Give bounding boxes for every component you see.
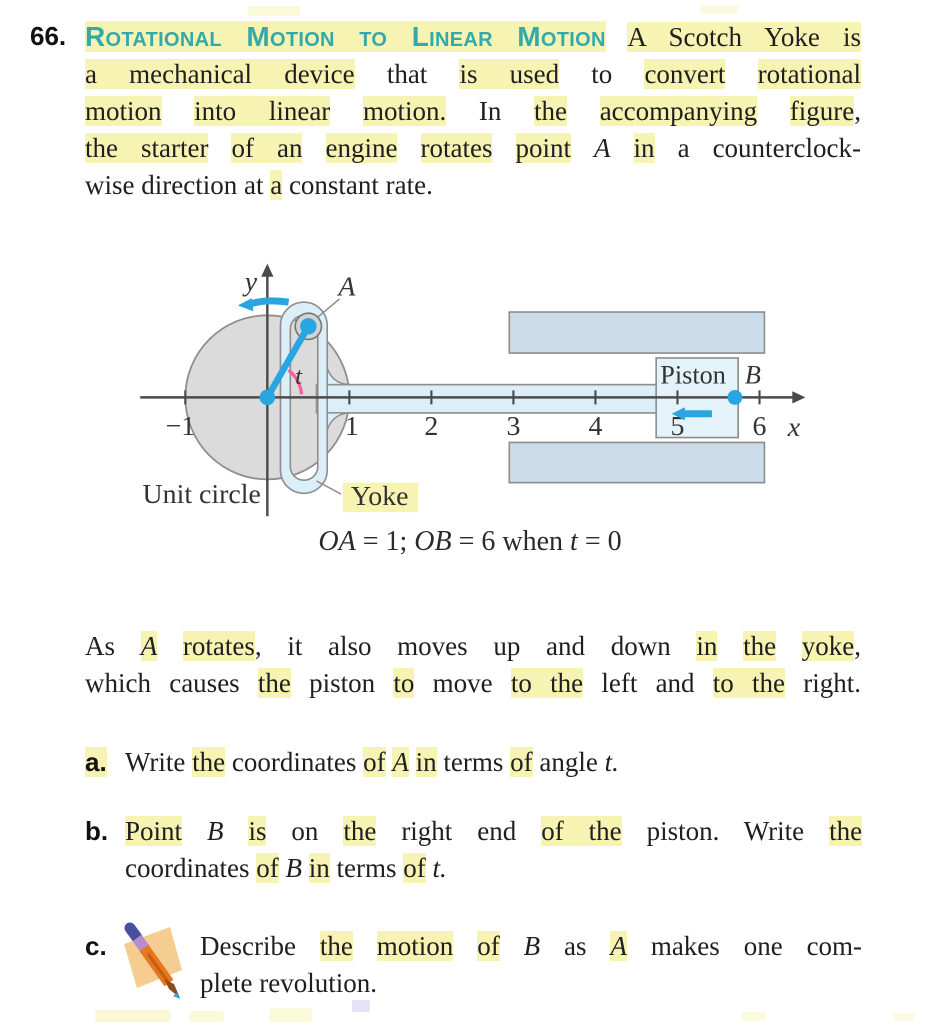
highlighted-word: rotational [757, 59, 862, 89]
highlighted-word: of [403, 853, 426, 883]
word: OB [414, 526, 452, 557]
tick-label [345, 411, 359, 442]
word: on [291, 816, 319, 846]
highlighted-word: the [257, 668, 291, 698]
y-axis-label [242, 267, 258, 298]
highlighted-word: figure [789, 96, 855, 126]
highlighted-word: A Scotch Yoke is [627, 22, 862, 52]
word: coordinates [125, 853, 250, 883]
word: it also moves up and down [287, 631, 671, 661]
word: As [85, 631, 116, 661]
highlighted-word: point [515, 133, 572, 163]
tick-label [753, 411, 767, 442]
highlighted-word: accompanying [599, 96, 758, 126]
part-b-marker: b. [85, 816, 109, 846]
part-c [85, 928, 863, 1002]
highlighted-word: the [829, 816, 863, 846]
word: Write [125, 747, 186, 777]
word: Describe [200, 931, 296, 961]
word: which causes [85, 668, 240, 698]
word: B [523, 931, 541, 961]
tick-label [506, 411, 520, 442]
text-line [85, 56, 861, 93]
highlighted-word: of [510, 747, 533, 777]
word: a counterclock- [677, 133, 861, 163]
highlighted-word: the [319, 931, 353, 961]
highlighted-word: in [633, 133, 655, 163]
problem-title: Rotational Motion to Linear Motion [85, 21, 606, 52]
highlighted-word: in [308, 853, 330, 883]
word: , [854, 631, 862, 661]
tick-label [166, 411, 196, 442]
highlighted-word: motion. [362, 96, 447, 126]
tick-label [588, 411, 602, 442]
word: B [206, 816, 224, 846]
cylinder-wall-bottom [509, 442, 764, 482]
word: t [570, 526, 578, 557]
unit-circle-label [142, 479, 260, 510]
highlighted-word: a mechanical device [85, 59, 355, 89]
word: terms [443, 747, 504, 777]
highlighted-word: A [140, 631, 158, 661]
page-edge-artifact [270, 1008, 312, 1022]
highlighted-word: to [393, 668, 415, 698]
angle-t-label [295, 363, 303, 390]
point-a-dot [300, 318, 316, 334]
word: move [432, 668, 493, 698]
highlighted-word: is used [459, 59, 560, 89]
figure-caption [130, 526, 810, 558]
page-edge-artifact [742, 1012, 766, 1021]
highlighted-word: motion [85, 96, 162, 126]
ccw-rotation-arrowhead-icon [238, 298, 254, 311]
highlighted-word: in [415, 747, 437, 777]
highlighted-word: convert [644, 59, 726, 89]
text-line [125, 850, 862, 887]
point-a-label [336, 272, 356, 303]
text-line [85, 665, 861, 702]
page-edge-artifact [352, 1000, 370, 1012]
connecting-rod-shape [317, 385, 659, 413]
x-axis-arrow-icon [792, 391, 805, 403]
word: = 6 when [458, 526, 564, 557]
highlighted-word: A [610, 931, 627, 961]
word: t. [432, 853, 447, 883]
page-edge-artifact [700, 5, 738, 14]
pencil-icon [114, 918, 192, 1006]
word: , [854, 96, 862, 126]
part-a [85, 744, 862, 781]
highlighted-word: of [363, 747, 386, 777]
text-line [85, 93, 861, 130]
page-edge-artifact [248, 6, 300, 16]
highlighted-word: the [743, 631, 777, 661]
text-line [85, 628, 861, 665]
x-axis-label [787, 412, 801, 443]
word: constant rate. [288, 170, 433, 200]
word: terms [336, 853, 397, 883]
highlighted-word: is [248, 816, 267, 846]
highlighted-word: to the [510, 668, 584, 698]
part-a-marker-text: a. [85, 747, 107, 777]
word: makes one com- [650, 931, 863, 961]
word: wise direction at [85, 170, 264, 200]
text-line [125, 744, 862, 781]
page-edge-artifact [190, 1011, 224, 1022]
part-b [85, 813, 863, 887]
highlighted-word: engine [325, 133, 398, 163]
piston-label [660, 360, 726, 389]
word: piston [309, 668, 376, 698]
word: that [386, 59, 428, 89]
highlighted-word: the [343, 816, 377, 846]
ccw-rotation-arrow-icon [251, 301, 289, 304]
point-b-dot [728, 390, 743, 405]
word: piston. Write [646, 816, 805, 846]
word: A [594, 133, 611, 163]
highlighted-word: of [256, 853, 279, 883]
tick-label [424, 411, 438, 442]
follow-up-paragraph [85, 628, 861, 702]
pencil-cap [130, 928, 138, 939]
text-line [125, 813, 862, 850]
highlighted-word: rotates [420, 133, 493, 163]
scotch-yoke-figure [95, 262, 817, 545]
text-line [85, 130, 861, 167]
problem-number: 66. [30, 21, 67, 51]
text-line [200, 965, 862, 1002]
word: In [478, 96, 502, 126]
word: , [254, 631, 262, 661]
origin-dot [260, 390, 276, 406]
highlighted-word: in [696, 631, 718, 661]
highlighted-word: a [270, 170, 283, 200]
word: right end [401, 816, 517, 846]
highlighted-word: A [392, 747, 409, 777]
highlighted-word: yoke [801, 631, 855, 661]
highlighted-word: to the [712, 668, 786, 698]
highlighted-word: rotates [182, 631, 255, 661]
highlighted-word: motion [376, 931, 454, 961]
y-axis-arrow-icon [261, 264, 273, 277]
highlighted-word: Point [125, 816, 183, 846]
text-line [85, 167, 861, 204]
problem-statement [30, 18, 862, 204]
page-edge-artifact [893, 1013, 915, 1021]
highlighted-word: of the [541, 816, 622, 846]
word: = 0 [584, 526, 622, 557]
pencil-band [137, 938, 145, 949]
point-b-label [745, 360, 761, 389]
word: = 1; [362, 526, 408, 557]
highlighted-word: into linear [194, 96, 331, 126]
text-line [200, 928, 862, 965]
yoke-label [351, 481, 409, 512]
highlighted-word: of [477, 931, 500, 961]
highlighted-word: of an [231, 133, 303, 163]
word: OA [318, 526, 356, 557]
cylinder-wall-top [509, 312, 764, 353]
highlighted-word: the [192, 747, 226, 777]
word: left and [601, 668, 695, 698]
word: right. [803, 668, 862, 698]
highlighted-word: the [534, 96, 568, 126]
part-a-marker [85, 744, 107, 781]
word: B [285, 853, 302, 883]
word: to [591, 59, 613, 89]
highlighted-word: the starter [85, 133, 209, 163]
text-line [85, 18, 861, 56]
word: plete revolution. [200, 968, 377, 998]
word: angle [539, 747, 598, 777]
word: coordinates [231, 747, 357, 777]
page-edge-artifact [95, 1010, 170, 1022]
word: as [564, 931, 587, 961]
word: t. [604, 747, 619, 777]
part-c-marker: c. [85, 931, 107, 961]
